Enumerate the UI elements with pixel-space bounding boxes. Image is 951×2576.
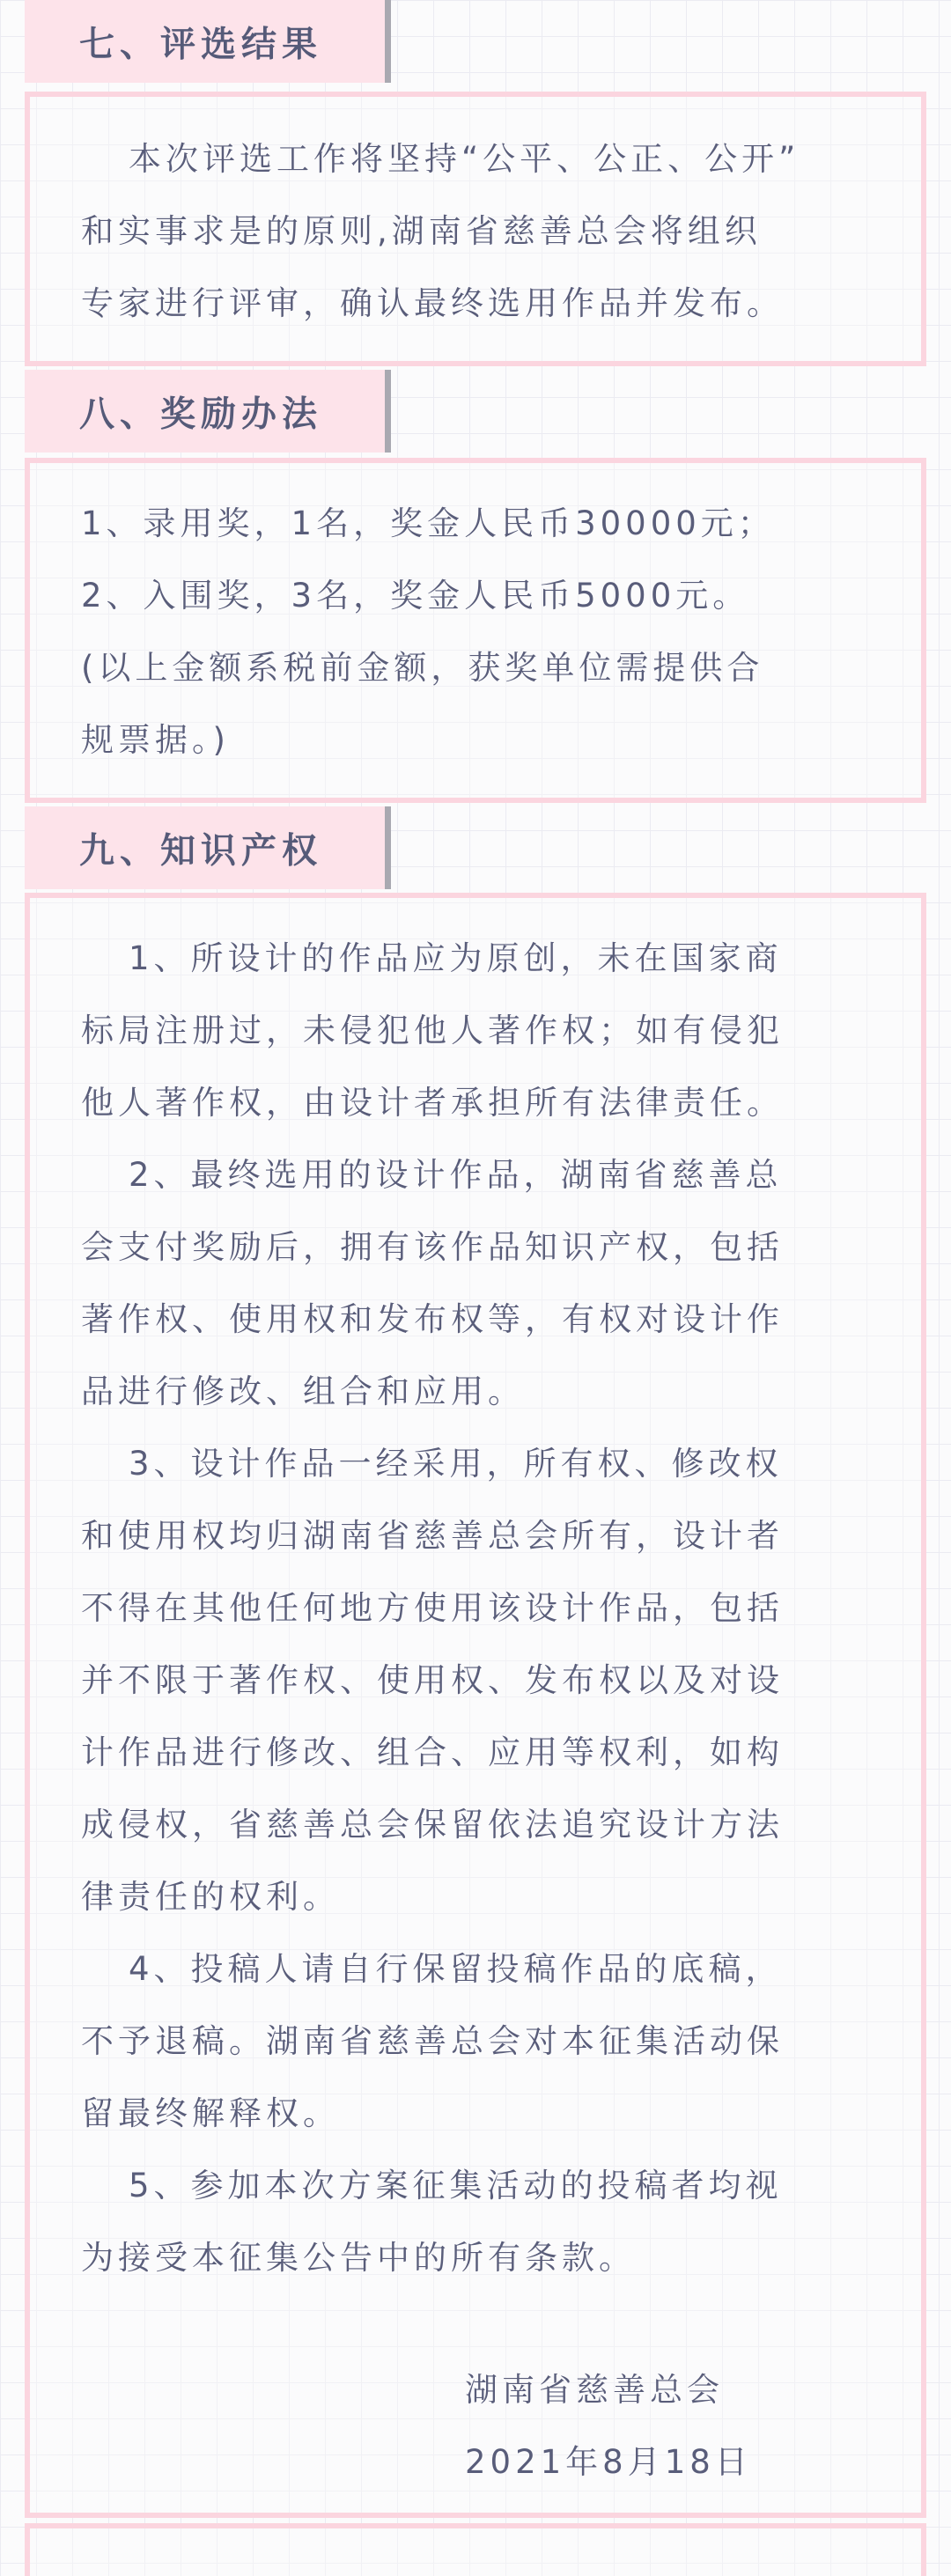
- section-body-8: [81, 488, 874, 776]
- text-line: 他人著作权，由设计者承担所有法律责任。: [81, 1084, 784, 1122]
- text-line: 会支付奖励后，拥有该作品知识产权，包括: [81, 1228, 784, 1266]
- text-line: 标局注册过，未侵犯他人著作权；如有侵犯: [81, 1012, 784, 1049]
- signature-organization: 湖南省慈善总会: [465, 2371, 724, 2409]
- text-line: 为接受本征集公告中的所有条款。: [81, 2239, 636, 2277]
- section-body-9: [81, 923, 874, 2294]
- signature-date: 2021年8月18日: [465, 2443, 752, 2481]
- text-line: 著作权、使用权和发布权等，有权对设计作: [81, 1300, 784, 1338]
- text-line: 2、最终选用的设计作品，湖南省慈善总: [129, 1156, 783, 1194]
- text-line: 1、所设计的作品应为原创，未在国家商: [129, 939, 783, 977]
- text-line: 成侵权，省慈善总会保留依法追究设计方法: [81, 1806, 784, 1844]
- text-line: 品进行修改、组合和应用。: [81, 1373, 525, 1410]
- text-line: 3、设计作品一经采用，所有权、修改权: [129, 1445, 783, 1483]
- next-section-box: [25, 2523, 926, 2576]
- section-title: 九、知识产权: [79, 830, 322, 872]
- text-line: 律责任的权利。: [81, 1878, 340, 1916]
- section-heading-7: [25, 0, 387, 83]
- text-line: 规票据。): [81, 721, 230, 759]
- text-line: 1、录用奖，1名，奖金人民币30000元；: [81, 504, 775, 542]
- text-line: 并不限于著作权、使用权、发布权以及对设: [81, 1661, 784, 1699]
- text-line: 不予退稿。湖南省慈善总会对本征集活动保: [81, 2022, 784, 2060]
- text-line: 2、入围奖，3名，奖金人民币5000元。: [81, 577, 750, 615]
- text-line: 计作品进行修改、组合、应用等权利，如构: [81, 1733, 784, 1771]
- text-line: 不得在其他任何地方使用该设计作品，包括: [81, 1589, 784, 1627]
- text-line: 4、投稿人请自行保留投稿作品的底稿，: [129, 1950, 783, 1988]
- section-heading-8: [25, 370, 387, 453]
- text-line: 和使用权均归湖南省慈善总会所有，设计者: [81, 1517, 784, 1555]
- text-line: 和实事求是的原则,湖南省慈善总会将组织: [81, 212, 762, 250]
- section-title: 八、奖励办法: [79, 394, 322, 435]
- section-body-7: [81, 123, 874, 340]
- text-line: 5、参加本次方案征集活动的投稿者均视: [129, 2167, 783, 2204]
- text-line: 留最终解释权。: [81, 2094, 340, 2132]
- section-heading-9: [25, 806, 387, 889]
- text-line: 专家进行评审，确认最终选用作品并发布。: [81, 284, 784, 322]
- text-line: 本次评选工作将坚持“公平、公正、公开”: [129, 140, 800, 178]
- section-title: 七、评选结果: [79, 24, 322, 65]
- text-line: (以上金额系税前金额，获奖单位需提供合: [81, 649, 764, 687]
